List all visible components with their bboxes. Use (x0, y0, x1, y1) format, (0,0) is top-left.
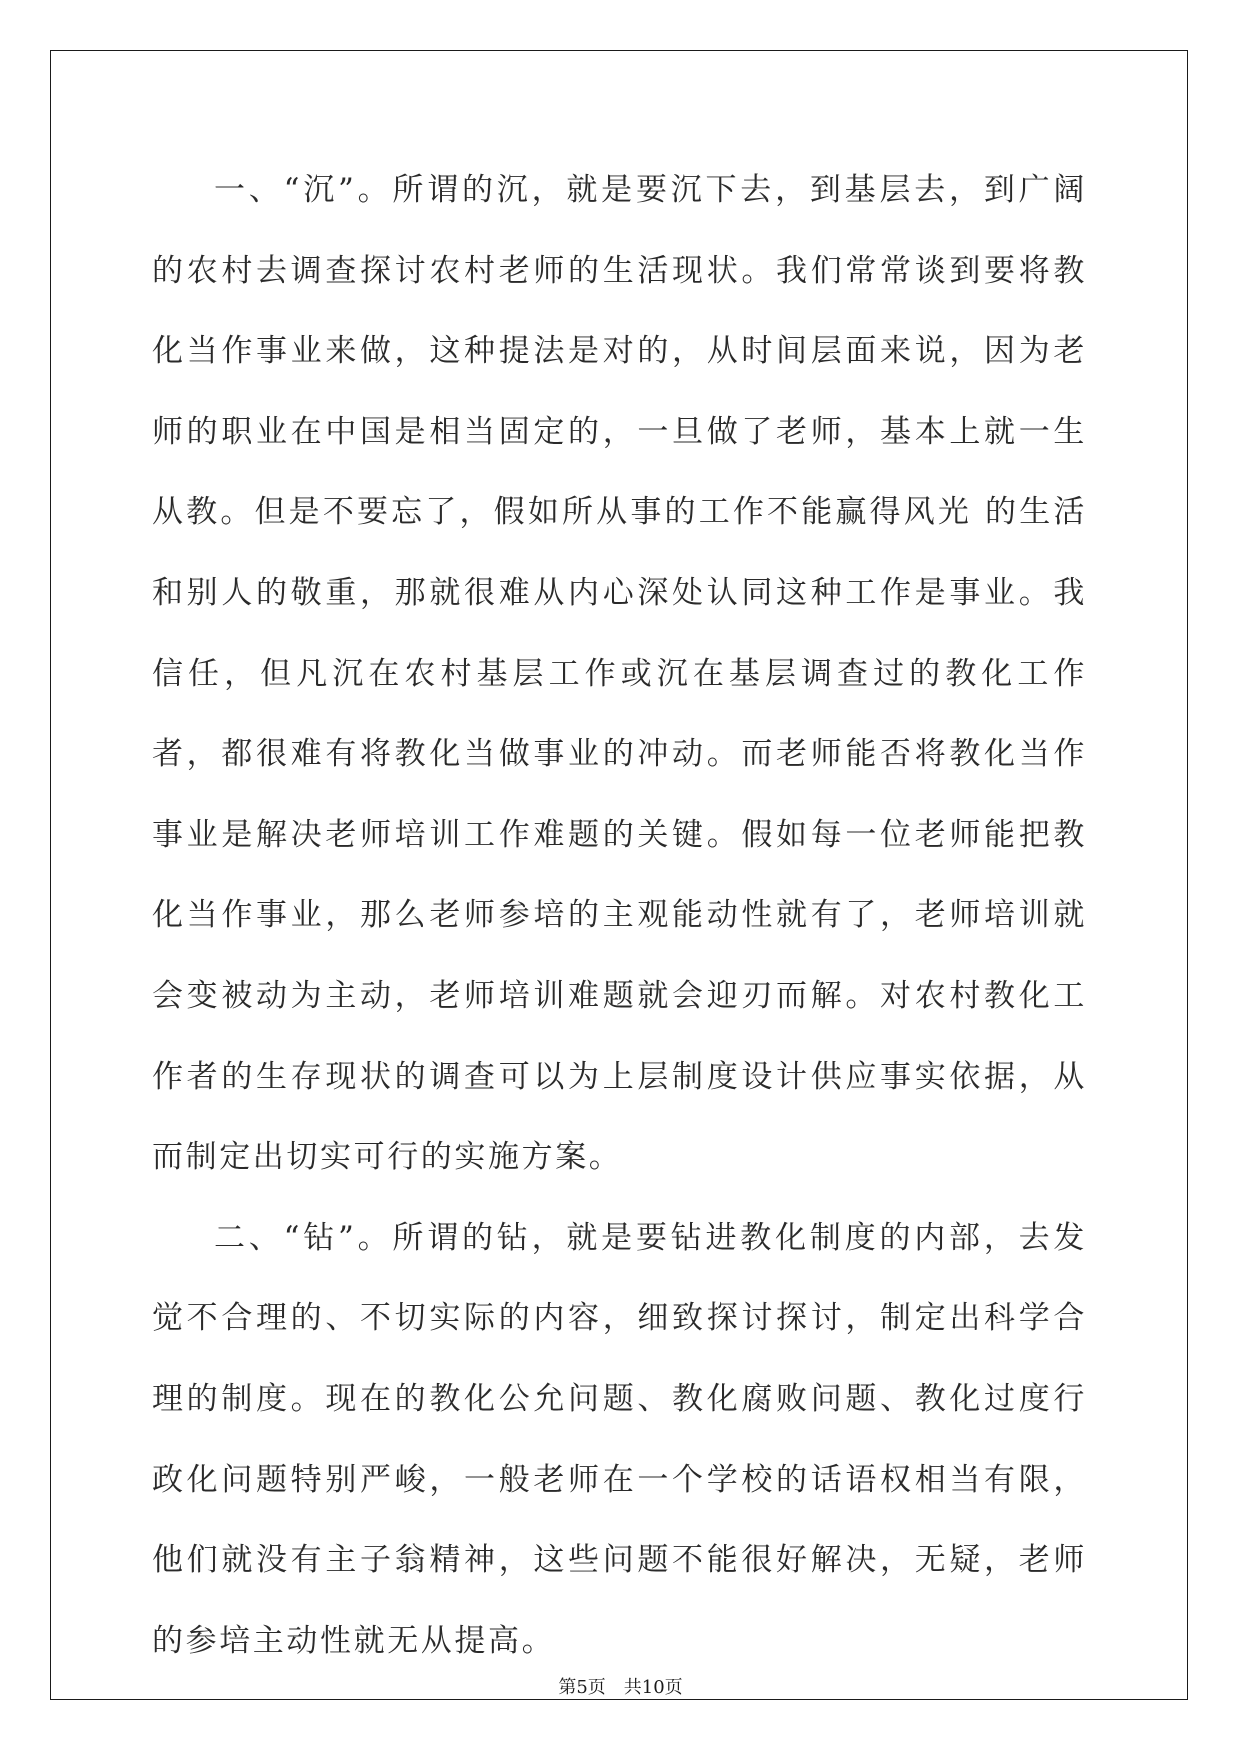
page-total-number: 10 (641, 1677, 665, 1698)
paragraph-2: 二、“钻”。所谓的钻，就是要钻进教化制度的内部，去发觉不合理的、不切实际的内容，细致探讨探讨，制定出科学合理的制度。现在的教化公允问题、教化腐败问题、教化过度行政化问题特别严峻，一般老师在一个学校的话语权相当有限，他们就没有主子翁精神，这些问题不能很好解决，无疑，老师的参培主动性就无从提高。 (152, 1219, 1087, 1659)
page-current-number: 5 (576, 1677, 588, 1698)
document-body (152, 150, 1087, 1681)
page-prefix: 第 (558, 1677, 577, 1698)
page-footer (0, 1676, 1241, 1700)
total-prefix: 共 (623, 1677, 642, 1698)
paragraph-1: 一、“沉”。所谓的沉，就是要沉下去，到基层去，到广阔的农村去调查探讨农村老师的生活现状。我们常常谈到要将教化当作事业来做，这种提法是对的，从时间层面来说，因为老师的职业在中国是相当固定的，一旦做了老师，基本上就一生从教。但是不要忘了，假如所从事的工作不能赢得风光 的生活和别人的敬重，那就很难从内心深处认同这种工作是事业。我信任，但凡沉在农村基层工作或沉在基层调查过的教化工作者，都很难有将教化当做事业的冲动。而老师能否将教化当作事业是解决老师培训工作难题的关键。假如每一位老师能把教化当作事业，那么老师参培的主观能动性就有了，老师培训就会变被动为主动，老师培训难题就会迎刃而解。对农村教化工作者的生存现状的调查可以为上层制度设计供应事实依据，从而制定出切实可行的实施方案。 (152, 172, 1087, 1176)
page-suffix: 页 (587, 1677, 606, 1698)
total-suffix: 页 (664, 1677, 683, 1698)
